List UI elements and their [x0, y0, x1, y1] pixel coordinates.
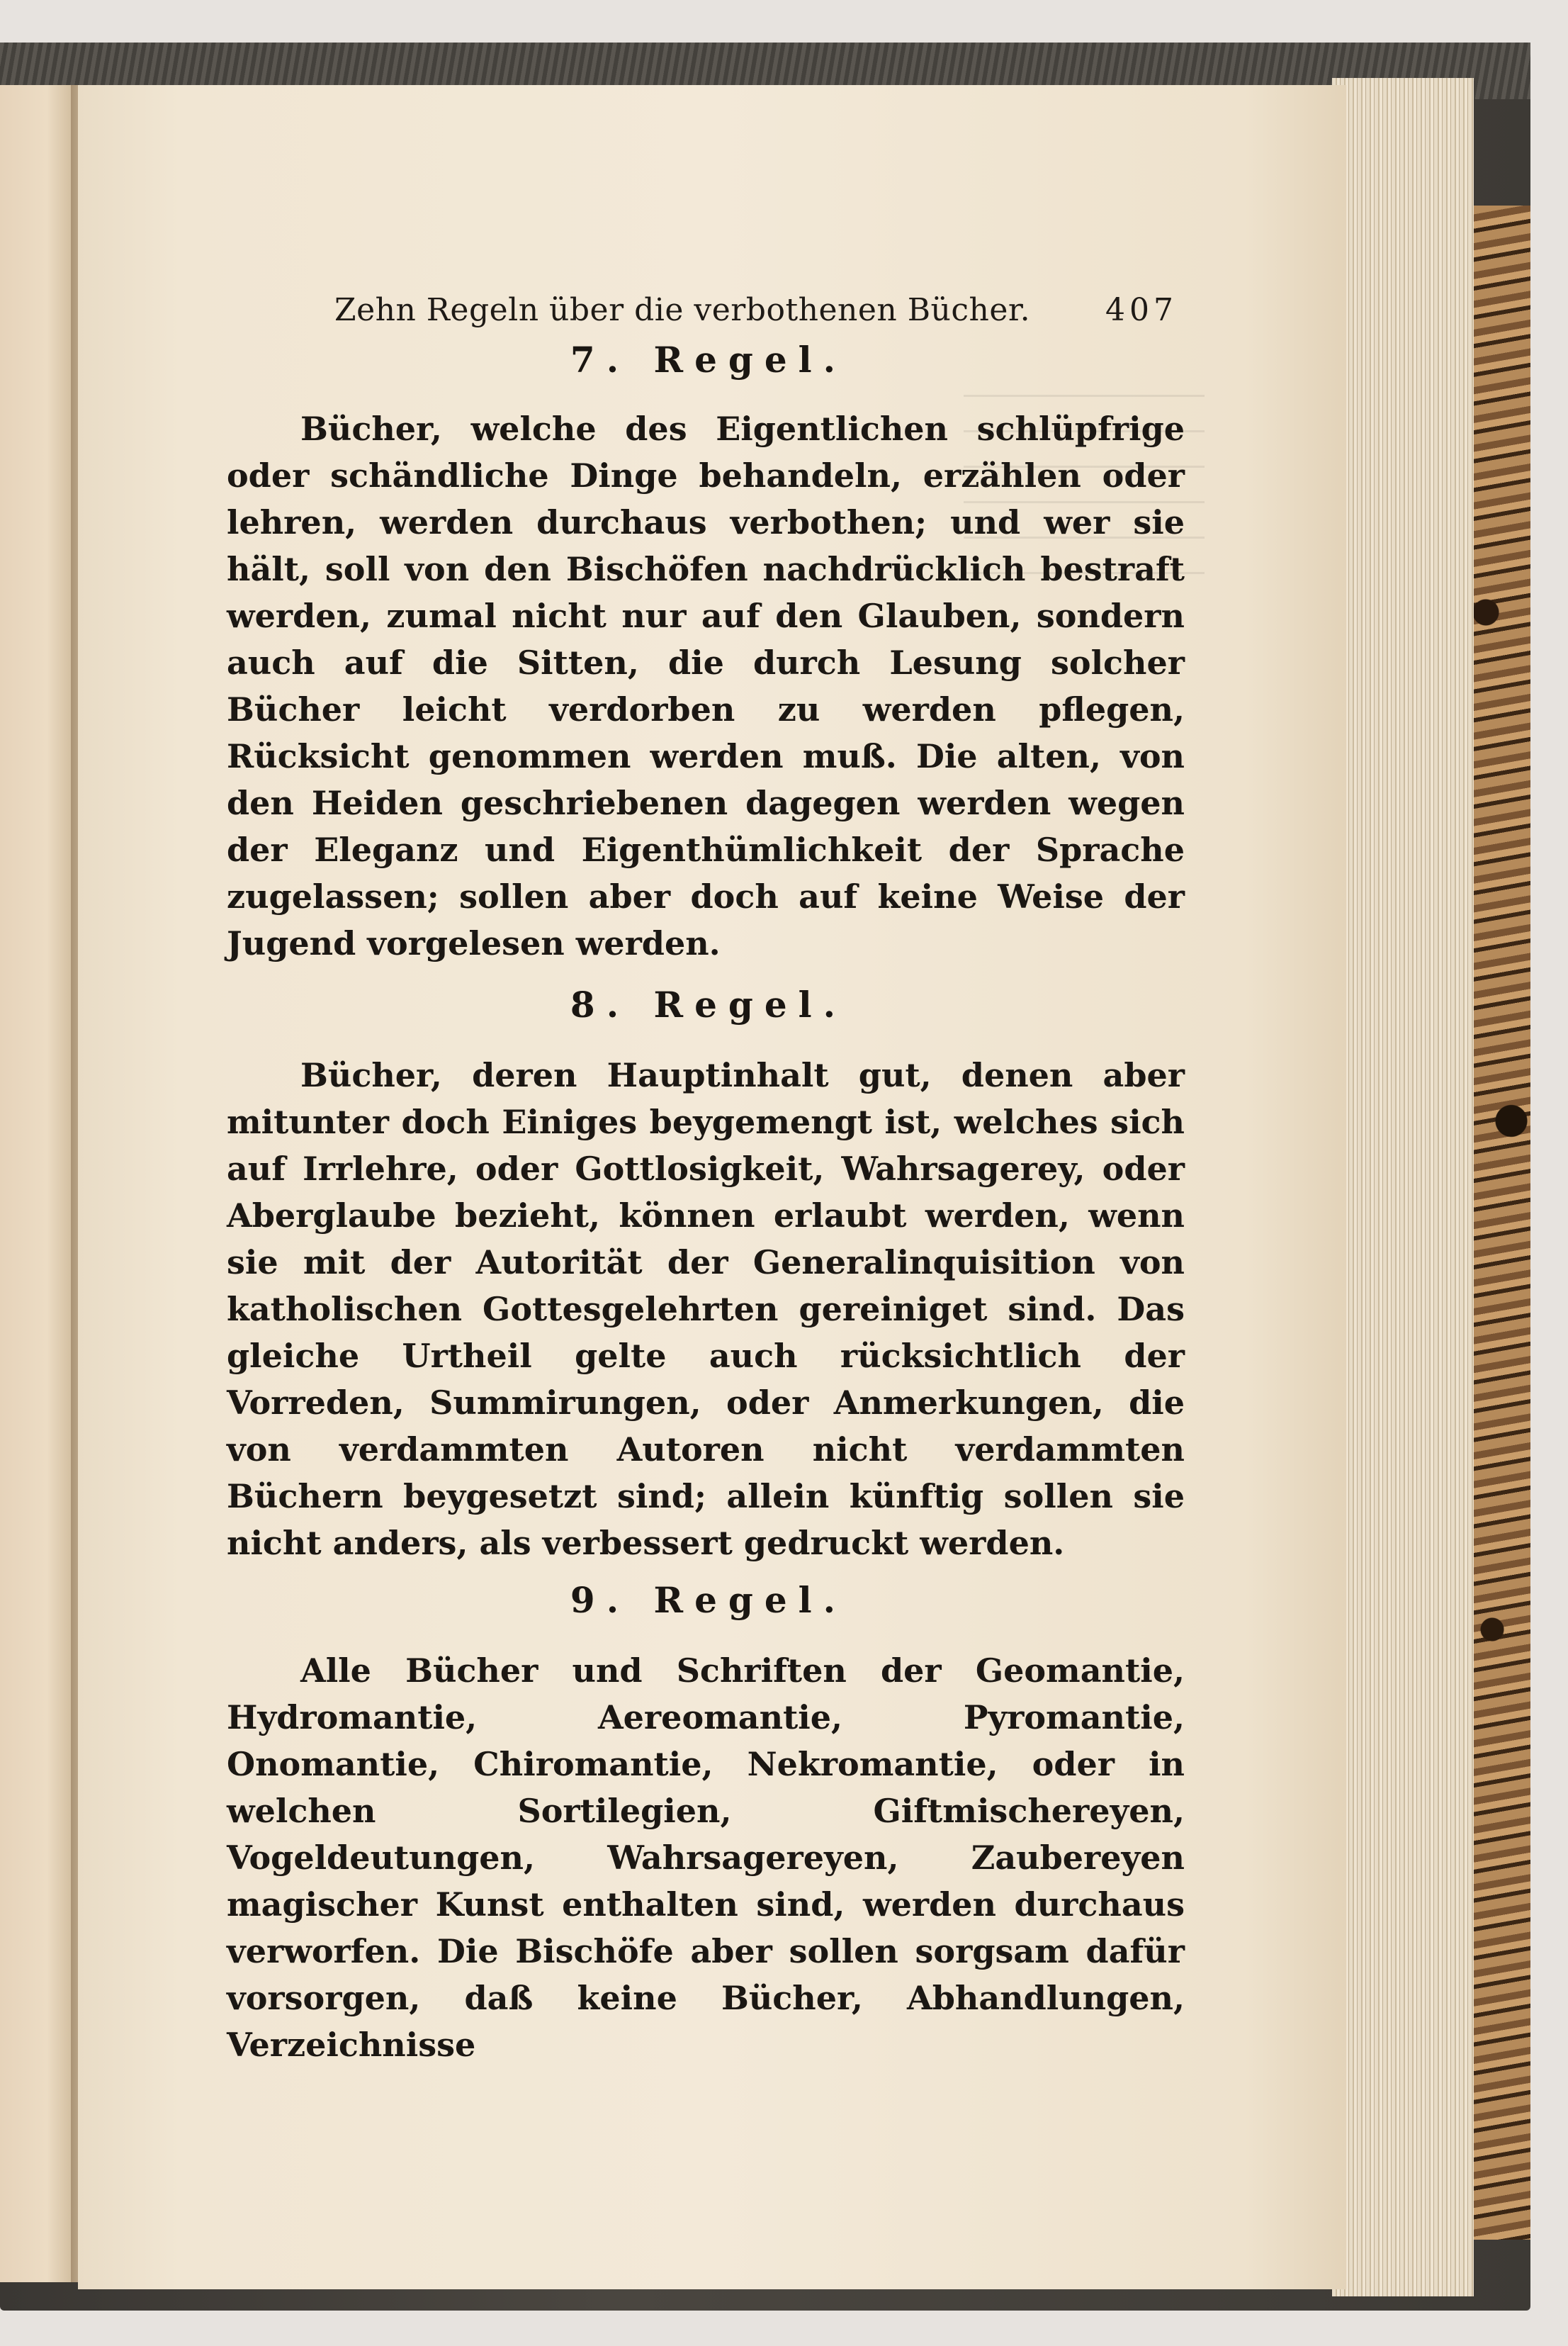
rule-7-heading: 7. Regel.	[570, 339, 847, 381]
rule-9-heading: 9. Regel.	[570, 1579, 847, 1621]
page-number: 407	[1105, 292, 1178, 328]
marbled-cover-edge	[1467, 206, 1530, 2240]
rule-9-text: Alle Bücher und Schriften der Geomantie, Hydromantie, Aereomantie, Pyromantie, Onomantie, Chiromantie, Nekromantie, oder in welchen Sortilegien, Giftmischereyen, Vogeldeutungen, Wahrsagereyen, Zaubereyen magischer Kunst enthalten sind, werden durchaus verworfen. Die Bischöfe aber sollen sorgsam dafür vorsorgen, daß keine Bücher, Abhandlungen, Verzeichnisse	[227, 1651, 1185, 2064]
page-block-edges	[1332, 78, 1474, 2296]
rule-8-heading: 8. Regel.	[570, 984, 847, 1026]
rule-7-text: Bücher, welche des Eigentlichen schlüpfrige oder schändliche Dinge behandeln, erzählen oder lehren, werden durchaus verbothen; und wer sie hält, soll von den Bischöfen nachdrücklich bestraft werden, zumal nicht nur auf den Glauben, sondern auch auf die Sitten, die durch Lesung solcher Bücher leicht verdorben zu werden pflegen, Rücksicht genommen werden muß. Die alten, von den Heiden geschriebenen dagegen werden wegen der Eleganz und Eigenthümlichkeit der Sprache zugelassen; sollen aber doch auf keine Weise der Jugend vorgelesen werden.	[227, 410, 1185, 962]
running-head-title: Zehn Regeln über die verbothenen Bücher.	[334, 292, 1031, 328]
book-page	[78, 85, 1346, 2289]
left-page-edge	[0, 85, 78, 2282]
running-header	[334, 292, 1178, 342]
rule-8-text: Bücher, deren Hauptinhalt gut, denen aber mitunter doch Einiges beygemengt ist, welches sich auf Irrlehre, oder Gottlosigkeit, Wahrsagerey, oder Aberglaube bezieht, können erlaubt werden, wenn sie mit der Autorität der Generalinquisition von katholischen Gottesgelehrten gereiniget sind. Das gleiche Urtheil gelte auch rücksichtlich der Vorreden, Summirungen, oder Anmerkungen, die von verdammten Autoren nicht verdammten Büchern beygesetzt sind; allein künftig sollen sie nicht anders, als verbessert gedruckt werden.	[227, 1056, 1185, 1562]
